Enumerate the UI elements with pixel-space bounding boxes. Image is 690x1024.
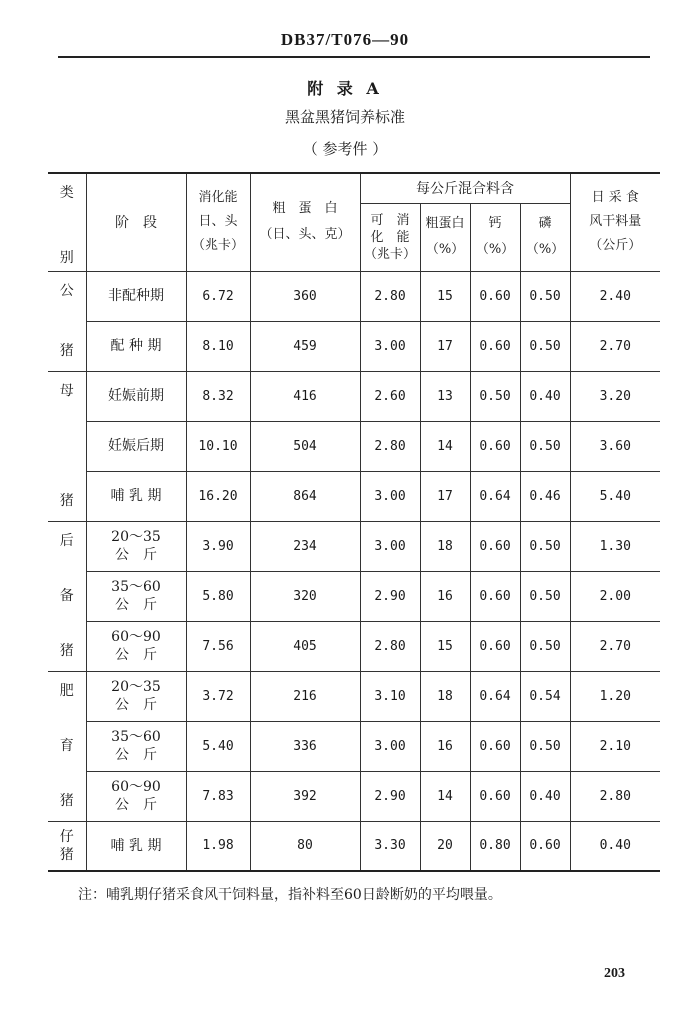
feed-cell: 2.10 — [570, 721, 660, 771]
mix-protein-cell: 15 — [420, 621, 470, 671]
calcium-cell: 0.60 — [470, 721, 520, 771]
phosphorus-cell: 0.50 — [520, 271, 570, 321]
header-category-bottom: 别 — [48, 243, 86, 271]
table-body — [48, 271, 660, 871]
mix-energy-cell: 3.00 — [360, 321, 420, 371]
stage-weight-unit: 公 斤 — [115, 747, 157, 763]
calcium-cell: 0.60 — [470, 521, 520, 571]
protein-cell: 360 — [250, 271, 360, 321]
calcium-cell: 0.60 — [470, 271, 520, 321]
feed-cell: 2.70 — [570, 621, 660, 671]
header-rule — [58, 56, 650, 58]
mix-energy-cell: 2.80 — [360, 621, 420, 671]
appendix-label: 附 录 A — [307, 79, 383, 98]
mix-protein-cell: 15 — [420, 271, 470, 321]
feed-cell: 2.80 — [570, 771, 660, 821]
feed-cell: 1.20 — [570, 671, 660, 721]
table-row — [48, 721, 660, 771]
header-mix-group: 每公斤混合料含 — [360, 173, 570, 203]
header-mix-energy-line3: （兆卡） — [363, 246, 416, 262]
stage-weight-range: 35～60 — [111, 579, 161, 595]
mix-protein-cell: 14 — [420, 421, 470, 471]
category-char: 备 — [59, 588, 74, 604]
header-stage: 阶 段 — [86, 173, 186, 271]
category-char: 肥 — [59, 683, 74, 699]
appendix-subtitle: （ 参考件 ） — [302, 140, 388, 158]
mix-energy-cell: 3.10 — [360, 671, 420, 721]
stage-cell — [86, 521, 186, 571]
stage-cell: 妊娠前期 — [86, 371, 186, 421]
phosphorus-cell: 0.40 — [520, 771, 570, 821]
header-mix-protein — [420, 203, 470, 271]
header-mix-protein-line1: 粗蛋白 — [425, 216, 465, 231]
header-mix-energy-line1: 可 消 — [370, 212, 410, 228]
mix-protein-cell: 18 — [420, 671, 470, 721]
header-category — [48, 173, 86, 243]
stage-weight-range: 60～90 — [111, 629, 161, 645]
category-cell — [48, 521, 86, 671]
header-feed — [570, 173, 660, 271]
stage-weight-unit: 公 斤 — [115, 797, 157, 813]
mix-protein-cell: 16 — [420, 721, 470, 771]
protein-cell: 80 — [250, 821, 360, 871]
stage-cell — [86, 571, 186, 621]
mix-protein-cell: 18 — [420, 521, 470, 571]
feed-cell: 3.20 — [570, 371, 660, 421]
header-calcium-line1: 钙 — [488, 216, 502, 231]
stage-weight-unit: 公 斤 — [115, 697, 157, 713]
stage-weight-range: 35～60 — [111, 729, 161, 745]
stage-cell: 妊娠后期 — [86, 421, 186, 471]
protein-cell: 405 — [250, 621, 360, 671]
header-energy-line1: 消化能 — [198, 190, 238, 206]
mix-protein-cell: 20 — [420, 821, 470, 871]
header-energy — [186, 173, 250, 271]
stage-cell — [86, 721, 186, 771]
feed-cell: 2.40 — [570, 271, 660, 321]
mix-protein-cell: 16 — [420, 571, 470, 621]
stage-cell: 哺 乳 期 — [86, 821, 186, 871]
header-calcium — [470, 203, 520, 271]
calcium-cell: 0.64 — [470, 671, 520, 721]
protein-cell: 416 — [250, 371, 360, 421]
mix-energy-cell: 2.90 — [360, 571, 420, 621]
page-number: 203 — [604, 966, 625, 981]
category-char: 仔 — [59, 828, 74, 845]
stage-cell — [86, 671, 186, 721]
phosphorus-cell: 0.50 — [520, 621, 570, 671]
category-cell — [48, 671, 86, 821]
mix-protein-cell: 13 — [420, 371, 470, 421]
category-char: 猪 — [59, 643, 74, 659]
calcium-cell: 0.60 — [470, 321, 520, 371]
mix-energy-cell: 2.80 — [360, 421, 420, 471]
protein-cell: 864 — [250, 471, 360, 521]
table-row — [48, 671, 660, 721]
stage-weight-range: 60～90 — [111, 779, 161, 795]
stage-cell — [86, 771, 186, 821]
energy-cell: 7.56 — [186, 621, 250, 671]
header-mix-energy-line2: 化 能 — [370, 229, 410, 245]
energy-cell: 3.72 — [186, 671, 250, 721]
header-phosphorus-line2: （%） — [525, 242, 565, 257]
stage-cell: 配 种 期 — [86, 321, 186, 371]
feed-cell: 2.00 — [570, 571, 660, 621]
category-char: 母 — [59, 383, 74, 399]
header-protein-line1: 粗 蛋 白 — [272, 201, 338, 217]
category-cell — [48, 271, 86, 371]
calcium-cell: 0.50 — [470, 371, 520, 421]
header-energy-line2: 日、头 — [198, 214, 238, 230]
header-energy-line3: （兆卡） — [191, 238, 244, 254]
feed-cell: 0.40 — [570, 821, 660, 871]
mix-energy-cell: 2.90 — [360, 771, 420, 821]
stage-weight-unit: 公 斤 — [115, 647, 157, 663]
stage-cell: 哺 乳 期 — [86, 471, 186, 521]
appendix-title: 黑盆黑猪饲养标准 — [284, 108, 405, 126]
feed-cell: 1.30 — [570, 521, 660, 571]
category-char: 猪 — [59, 793, 74, 809]
phosphorus-cell: 0.40 — [520, 371, 570, 421]
mix-energy-cell: 3.30 — [360, 821, 420, 871]
energy-cell: 3.90 — [186, 521, 250, 571]
feed-cell: 3.60 — [570, 421, 660, 471]
table-row — [48, 571, 660, 621]
table-row — [48, 321, 660, 371]
category-char: 后 — [59, 533, 74, 549]
category-char: 猪 — [59, 846, 74, 863]
energy-cell: 8.10 — [186, 321, 250, 371]
feed-cell: 5.40 — [570, 471, 660, 521]
phosphorus-cell: 0.60 — [520, 821, 570, 871]
protein-cell: 459 — [250, 321, 360, 371]
header-mix-energy — [360, 203, 420, 271]
table-note: 注：哺乳期仔猪采食风干饲料量，指补料至60日龄断奶的平均喂量。 — [78, 887, 502, 903]
energy-cell: 16.20 — [186, 471, 250, 521]
mix-energy-cell: 3.00 — [360, 721, 420, 771]
table-row — [48, 421, 660, 471]
mix-energy-cell: 2.60 — [360, 371, 420, 421]
table-row — [48, 821, 660, 871]
phosphorus-cell: 0.50 — [520, 721, 570, 771]
calcium-cell: 0.60 — [470, 421, 520, 471]
mix-protein-cell: 17 — [420, 321, 470, 371]
protein-cell: 320 — [250, 571, 360, 621]
mix-protein-cell: 14 — [420, 771, 470, 821]
stage-weight-range: 20～35 — [111, 529, 161, 545]
feeding-standard-table — [48, 172, 660, 872]
document-code: DB37/T076—90 — [280, 30, 410, 49]
header-protein — [250, 173, 360, 271]
stage-cell — [86, 621, 186, 671]
table-row — [48, 521, 660, 571]
category-char: 猪 — [59, 343, 74, 359]
table-row — [48, 771, 660, 821]
stage-cell: 非配种期 — [86, 271, 186, 321]
calcium-cell: 0.64 — [470, 471, 520, 521]
protein-cell: 216 — [250, 671, 360, 721]
header-feed-line1: 日 采 食 — [591, 190, 639, 206]
feed-cell: 2.70 — [570, 321, 660, 371]
header-protein-line2: （日、头、克） — [259, 227, 351, 243]
protein-cell: 392 — [250, 771, 360, 821]
table-row — [48, 471, 660, 521]
calcium-cell: 0.60 — [470, 571, 520, 621]
header-category-top: 类 — [59, 185, 74, 201]
table-row — [48, 621, 660, 671]
mix-protein-cell: 17 — [420, 471, 470, 521]
energy-cell: 1.98 — [186, 821, 250, 871]
table-row — [48, 271, 660, 321]
header-phosphorus — [520, 203, 570, 271]
category-char: 猪 — [59, 493, 74, 509]
header-feed-line2: 风干料量 — [589, 214, 642, 230]
mix-energy-cell: 2.80 — [360, 271, 420, 321]
header-phosphorus-line1: 磷 — [538, 216, 552, 231]
energy-cell: 10.10 — [186, 421, 250, 471]
table-row — [48, 371, 660, 421]
header-mix-protein-line2: （%） — [425, 242, 465, 257]
phosphorus-cell: 0.50 — [520, 571, 570, 621]
phosphorus-cell: 0.46 — [520, 471, 570, 521]
category-cell — [48, 371, 86, 521]
phosphorus-cell: 0.54 — [520, 671, 570, 721]
protein-cell: 336 — [250, 721, 360, 771]
phosphorus-cell: 0.50 — [520, 321, 570, 371]
stage-weight-unit: 公 斤 — [115, 597, 157, 613]
mix-energy-cell: 3.00 — [360, 471, 420, 521]
calcium-cell: 0.60 — [470, 621, 520, 671]
energy-cell: 8.32 — [186, 371, 250, 421]
category-char: 公 — [59, 283, 74, 299]
stage-weight-range: 20～35 — [111, 679, 161, 695]
mix-energy-cell: 3.00 — [360, 521, 420, 571]
header-feed-line3: （公斤） — [589, 238, 642, 254]
phosphorus-cell: 0.50 — [520, 421, 570, 471]
energy-cell: 6.72 — [186, 271, 250, 321]
phosphorus-cell: 0.50 — [520, 521, 570, 571]
energy-cell: 5.80 — [186, 571, 250, 621]
category-char: 育 — [59, 738, 74, 754]
energy-cell: 7.83 — [186, 771, 250, 821]
header-calcium-line2: （%） — [475, 242, 515, 257]
category-cell — [48, 821, 86, 871]
protein-cell: 504 — [250, 421, 360, 471]
stage-weight-unit: 公 斤 — [115, 547, 157, 563]
protein-cell: 234 — [250, 521, 360, 571]
energy-cell: 5.40 — [186, 721, 250, 771]
calcium-cell: 0.80 — [470, 821, 520, 871]
calcium-cell: 0.60 — [470, 771, 520, 821]
